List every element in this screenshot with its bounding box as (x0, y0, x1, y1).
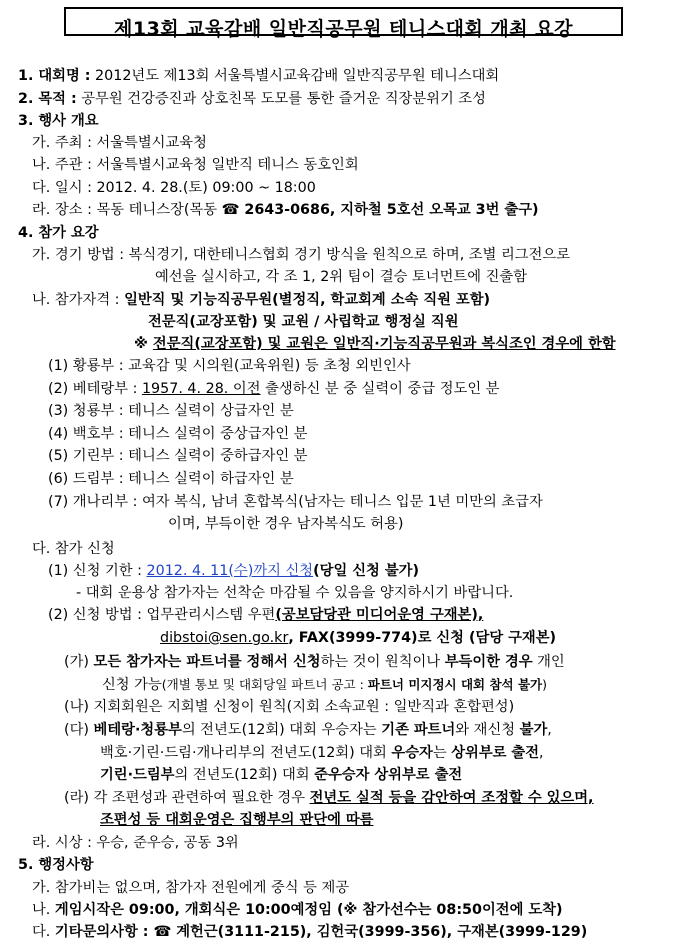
rule-da-l2c: 는 (432, 745, 452, 761)
rule-ga-4: 개인 (532, 654, 565, 670)
rule-da-3: 기존 파트너 (381, 722, 456, 738)
application-deadline-label: (1) 신청 기한 : (48, 563, 147, 579)
application-deadline-remark: - 대회 운용상 참가자는 선착순 마감될 수 있음을 양지하시기 바랍니다. (76, 585, 514, 601)
rule-ga-mark: (가) (64, 654, 94, 670)
section-5-contact (32, 922, 587, 942)
section-2 (18, 89, 486, 109)
rule-da-l2e: , (539, 745, 544, 761)
section-4-eligibility (32, 290, 490, 310)
rule-ga-l2d: ) (542, 677, 548, 692)
section-1-text: 2012년도 제13회 서울특별시교육감배 일반직공무원 테니스대회 (90, 68, 500, 84)
rule-ra-line-1 (64, 788, 593, 808)
division-2-label: (2) 베테랑부 : (48, 381, 142, 397)
section-3-label: 3. 행사 개요 (18, 113, 99, 129)
section-2-label: 2. 목적 : (18, 91, 77, 107)
application-fax: , FAX(3999-774)로 신청 (담당 구재본) (288, 630, 557, 646)
rule-da-1: 베테랑·청룡부 (93, 722, 182, 738)
section-4-eligibility-1: 일반직 및 기능직공무원(별정직, 학교회계 소속 직원 포함) (124, 292, 491, 308)
application-method (48, 605, 483, 625)
rule-da-l3c: 준우승자 상위부로 출전 (314, 767, 463, 783)
application-email[interactable]: dibstoi@sen.go.kr (160, 630, 289, 646)
application-heading: 다. 참가 신청 (32, 541, 115, 557)
section-3-date (32, 178, 316, 198)
section-1 (18, 66, 499, 86)
section-3-host: 가. 주최 : 서울특별시교육청 (32, 135, 207, 151)
section-4-method-1: 가. 경기 방법 : 복식경기, 대한테니스협회 경기 방식을 원칙으로 하며, 조별 리그전으로 (32, 247, 571, 263)
section-3-organizer: 나. 주관 : 서울특별시교육청 일반직 테니스 동호인회 (32, 157, 359, 173)
section-5-label: 5. 행정사항 (18, 857, 94, 873)
division-4: (4) 백호부 : 테니스 실력이 중상급자인 분 (48, 426, 308, 442)
division-2 (48, 379, 500, 399)
section-4-eligibility-note-text: 전문직(교장포함) 및 교원은 일반직·기능직공무원과 복식조인 경우에 한함 (152, 336, 616, 352)
section-3-place-value-2: 2643-0686, 지하철 5호선 오목교 3번 출구) (239, 202, 539, 218)
rule-ga-line-1 (64, 652, 565, 672)
rule-ga-2: 하는 것이 원칙이나 (320, 654, 445, 670)
rule-ga-l2c: 파트너 미지정시 대회 참석 불가 (367, 677, 543, 692)
rule-da-5: 불가 (519, 722, 548, 738)
rule-da-l3b: 의 전년도(12회) 대회 (174, 767, 315, 783)
application-method-line-2 (160, 628, 556, 648)
rule-ga-line-2 (102, 675, 547, 695)
section-5-schedule-text: 게임시작은 09:00, 개회식은 10:00예정임 (※ 참가선수는 08:50이전에 도착) (54, 902, 563, 918)
rule-ga-l2b: (개별 통보 및 대회당일 파트너 공고 : (161, 677, 368, 692)
division-7-line-2: 이며, 부득이한 경우 남자복식도 허용) (168, 516, 404, 532)
section-4-method-2: 예선을 실시하고, 각 조 1, 2위 팀이 결승 토너먼트에 진출함 (155, 269, 528, 285)
application-method-contact: (공보담당관 미디어운영 구재본), (275, 607, 484, 623)
section-5-contact-value: 계헌근(3111-215), 김헌국(3999-356), 구재본(3999-129) (171, 924, 588, 940)
section-5-contact-label: 기타문의사항 : (54, 924, 154, 940)
section-4-label: 4. 참가 요강 (18, 225, 99, 241)
section-4-eligibility-label: 나. 참가자격 : (32, 292, 125, 308)
phone-icon: ☎ (221, 202, 240, 218)
section-2-text: 공무원 건강증진과 상호친목 도모를 통한 즐거운 직장분위기 조성 (76, 91, 486, 107)
division-6: (6) 드림부 : 테니스 실력이 하급자인 분 (48, 471, 294, 487)
rule-da-l3a: 기린·드림부 (100, 767, 175, 783)
section-5-schedule-mark: 나. (32, 902, 55, 918)
title-box (64, 7, 623, 40)
rule-da-l2d: 상위부로 출전 (451, 745, 540, 761)
section-4-eligibility-2: 전문직(교장포함) 및 교원 / 사립학교 행정실 직원 (148, 314, 459, 330)
division-3: (3) 청룡부 : 테니스 실력이 상급자인 분 (48, 403, 294, 419)
section-5-contact-mark: 다. (32, 924, 55, 940)
application-deadline-value: 2012. 4. 11(수)까지 신청 (146, 563, 314, 579)
section-3-date-value: 2012. 4. 28.(토) 09:00 ~ 18:00 (96, 180, 316, 196)
rule-da-l2b: 우승자 (391, 745, 433, 761)
section-5-fee: 가. 참가비는 없으며, 참가자 전원에게 중식 등 제공 (32, 880, 350, 896)
rule-ga-l2a: 신청 가능 (102, 677, 162, 693)
section-4-awards: 라. 시상 : 우승, 준우승, 공동 3위 (32, 835, 239, 851)
section-3-place (32, 200, 539, 220)
division-1: (1) 황룡부 : 교육감 및 시의원(교육위원) 등 초청 외빈인사 (48, 358, 411, 374)
application-deadline-note: (당일 신청 불가) (313, 563, 419, 579)
phone-icon: ☎ (153, 924, 172, 940)
section-3-date-label: 다. 일시 : (32, 180, 97, 196)
rule-ra-line-2: 조편성 등 대회운영은 집행부의 판단에 따름 (100, 812, 374, 828)
rule-da-l2a: 백호·기린·드림·개나리부의 전년도(12회) 대회 (100, 745, 392, 761)
rule-ra-pre: (라) 각 조편성과 관련하여 필요한 경우 (64, 790, 310, 806)
page-title: 제13회 교육감배 일반직공무원 테니스대회 개최 요강 (114, 18, 573, 40)
rule-da-line-1 (64, 720, 552, 740)
section-5-schedule (32, 900, 563, 920)
application-method-label: (2) 신청 방법 : 업무관리시스템 우편 (48, 607, 276, 623)
application-deadline (48, 561, 419, 581)
division-7-line-1: (7) 개나리부 : 여자 복식, 남녀 혼합복식(남자는 테니스 입문 1년 미만의 초급자 (48, 494, 543, 510)
rule-da-2: 의 전년도(12회) 대회 우승자는 (181, 722, 382, 738)
rule-ga-3: 부득이한 경우 (444, 654, 533, 670)
rule-ga-1: 모든 참가자는 파트너를 정해서 신청 (93, 654, 321, 670)
section-1-label: 1. 대회명 : (18, 68, 91, 84)
rule-da-6: , (547, 722, 552, 738)
rule-ra-u: 전년도 실적 등을 감안하여 조정할 수 있으며, (309, 790, 594, 806)
rule-da-line-3 (100, 765, 462, 785)
note-mark: ※ (134, 336, 153, 352)
rule-na: (나) 지회회원은 지회별 신청이 원칙(지회 소속교원 : 일반직과 혼합편성) (64, 699, 515, 715)
division-2-text: 출생하신 분 중 실력이 중급 정도인 분 (260, 381, 500, 397)
section-3-place-label: 라. 장소 : (32, 202, 97, 218)
section-4-eligibility-note (134, 334, 616, 354)
division-5: (5) 기린부 : 테니스 실력이 중하급자인 분 (48, 448, 308, 464)
division-2-date: 1957. 4. 28. 이전 (141, 381, 261, 397)
rule-da-4: 와 재신청 (455, 722, 520, 738)
rule-da-mark: (다) (64, 722, 94, 738)
section-3-place-value: 목동 테니스장(목동 (96, 202, 222, 218)
rule-da-line-2 (100, 743, 544, 763)
